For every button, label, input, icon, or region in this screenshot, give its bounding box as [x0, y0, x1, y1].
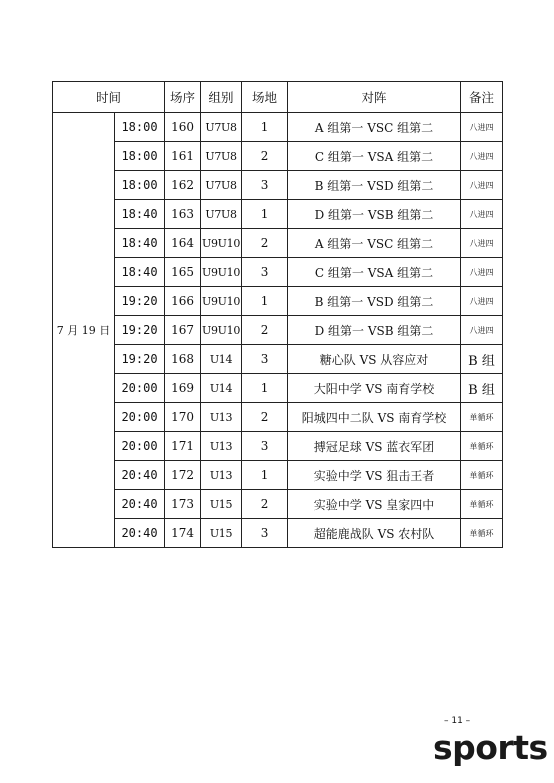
time-cell: 19:20 — [115, 316, 165, 345]
group-cell: U13 — [201, 461, 242, 490]
table-row — [53, 229, 503, 258]
time-cell: 18:00 — [115, 113, 165, 142]
time-cell: 18:40 — [115, 258, 165, 287]
field-cell: 2 — [242, 229, 288, 258]
matchup-cell: 实验中学 VS 皇家四中 — [288, 490, 461, 519]
time-cell: 20:40 — [115, 519, 165, 548]
field-cell: 3 — [242, 345, 288, 374]
matchup-cell: B 组第一 VSD 组第二 — [288, 171, 461, 200]
note-cell: 单循环 — [461, 461, 503, 490]
group-cell: U15 — [201, 519, 242, 548]
note-cell: B 组 — [461, 345, 503, 374]
note-cell: 单循环 — [461, 403, 503, 432]
field-cell: 2 — [242, 142, 288, 171]
field-cell: 2 — [242, 316, 288, 345]
note-cell: B 组 — [461, 374, 503, 403]
note-cell: 八进四 — [461, 171, 503, 200]
matchup-cell: C 组第一 VSA 组第二 — [288, 142, 461, 171]
field-cell: 1 — [242, 374, 288, 403]
matchup-cell: 搏冠足球 VS 蓝衣军团 — [288, 432, 461, 461]
time-cell: 18:00 — [115, 171, 165, 200]
sports-logo: sports — [433, 728, 548, 767]
time-cell: 20:00 — [115, 374, 165, 403]
date-cell: 7 月 19 日 — [53, 113, 115, 548]
match-no-cell: 167 — [165, 316, 201, 345]
match-no-cell: 169 — [165, 374, 201, 403]
match-no-cell: 165 — [165, 258, 201, 287]
note-cell: 八进四 — [461, 200, 503, 229]
matchup-cell: D 组第一 VSB 组第二 — [288, 316, 461, 345]
note-cell: 八进四 — [461, 316, 503, 345]
time-cell: 20:40 — [115, 461, 165, 490]
field-cell: 3 — [242, 258, 288, 287]
note-cell: 单循环 — [461, 490, 503, 519]
table-row — [53, 432, 503, 461]
note-cell: 八进四 — [461, 287, 503, 316]
header-matchup: 对阵 — [288, 82, 461, 113]
note-cell: 单循环 — [461, 519, 503, 548]
table-row — [53, 171, 503, 200]
note-cell: 单循环 — [461, 432, 503, 461]
field-cell: 3 — [242, 171, 288, 200]
matchup-cell: B 组第一 VSD 组第二 — [288, 287, 461, 316]
match-no-cell: 161 — [165, 142, 201, 171]
field-cell: 1 — [242, 287, 288, 316]
header-time: 时间 — [53, 82, 165, 113]
field-cell: 1 — [242, 461, 288, 490]
table-row — [53, 519, 503, 548]
table-row — [53, 490, 503, 519]
table-row — [53, 403, 503, 432]
note-cell: 八进四 — [461, 113, 503, 142]
header-match-no: 场序 — [165, 82, 201, 113]
table-row — [53, 142, 503, 171]
time-cell: 19:20 — [115, 287, 165, 316]
matchup-cell: 实验中学 VS 狙击王者 — [288, 461, 461, 490]
field-cell: 3 — [242, 519, 288, 548]
match-no-cell: 174 — [165, 519, 201, 548]
group-cell: U9U10 — [201, 258, 242, 287]
header-field: 场地 — [242, 82, 288, 113]
match-no-cell: 172 — [165, 461, 201, 490]
field-cell: 1 — [242, 200, 288, 229]
match-no-cell: 166 — [165, 287, 201, 316]
match-no-cell: 173 — [165, 490, 201, 519]
matchup-cell: A 组第一 VSC 组第二 — [288, 229, 461, 258]
field-cell: 3 — [242, 432, 288, 461]
group-cell: U14 — [201, 374, 242, 403]
group-cell: U9U10 — [201, 287, 242, 316]
field-cell: 2 — [242, 490, 288, 519]
table-row — [53, 316, 503, 345]
match-no-cell: 170 — [165, 403, 201, 432]
schedule-body — [53, 113, 503, 548]
matchup-cell: 糖心队 VS 从容应对 — [288, 345, 461, 374]
field-cell: 2 — [242, 403, 288, 432]
header-group: 组别 — [201, 82, 242, 113]
group-cell: U14 — [201, 345, 242, 374]
table-row — [53, 374, 503, 403]
table-row — [53, 200, 503, 229]
match-no-cell: 171 — [165, 432, 201, 461]
group-cell: U7U8 — [201, 113, 242, 142]
header-note: 备注 — [461, 82, 503, 113]
matchup-cell: 阳城四中二队 VS 南育学校 — [288, 403, 461, 432]
header-row — [53, 82, 503, 113]
matchup-cell: C 组第一 VSA 组第二 — [288, 258, 461, 287]
group-cell: U13 — [201, 432, 242, 461]
table-row — [53, 461, 503, 490]
matchup-cell: 大阳中学 VS 南育学校 — [288, 374, 461, 403]
time-cell: 18:40 — [115, 229, 165, 258]
match-no-cell: 164 — [165, 229, 201, 258]
note-cell: 八进四 — [461, 142, 503, 171]
group-cell: U7U8 — [201, 171, 242, 200]
matchup-cell: A 组第一 VSC 组第二 — [288, 113, 461, 142]
match-no-cell: 162 — [165, 171, 201, 200]
schedule-table — [52, 81, 503, 548]
group-cell: U7U8 — [201, 200, 242, 229]
match-no-cell: 168 — [165, 345, 201, 374]
time-cell: 20:00 — [115, 403, 165, 432]
time-cell: 19:20 — [115, 345, 165, 374]
matchup-cell: D 组第一 VSB 组第二 — [288, 200, 461, 229]
match-no-cell: 163 — [165, 200, 201, 229]
table-row — [53, 345, 503, 374]
time-cell: 20:00 — [115, 432, 165, 461]
group-cell: U9U10 — [201, 229, 242, 258]
table-row — [53, 287, 503, 316]
table-row — [53, 113, 503, 142]
group-cell: U15 — [201, 490, 242, 519]
field-cell: 1 — [242, 113, 288, 142]
group-cell: U13 — [201, 403, 242, 432]
note-cell: 八进四 — [461, 258, 503, 287]
time-cell: 20:40 — [115, 490, 165, 519]
matchup-cell: 超能鹿战队 VS 农村队 — [288, 519, 461, 548]
group-cell: U9U10 — [201, 316, 242, 345]
time-cell: 18:40 — [115, 200, 165, 229]
group-cell: U7U8 — [201, 142, 242, 171]
match-no-cell: 160 — [165, 113, 201, 142]
time-cell: 18:00 — [115, 142, 165, 171]
table-row — [53, 258, 503, 287]
page-number: – 11 – — [444, 716, 471, 726]
note-cell: 八进四 — [461, 229, 503, 258]
